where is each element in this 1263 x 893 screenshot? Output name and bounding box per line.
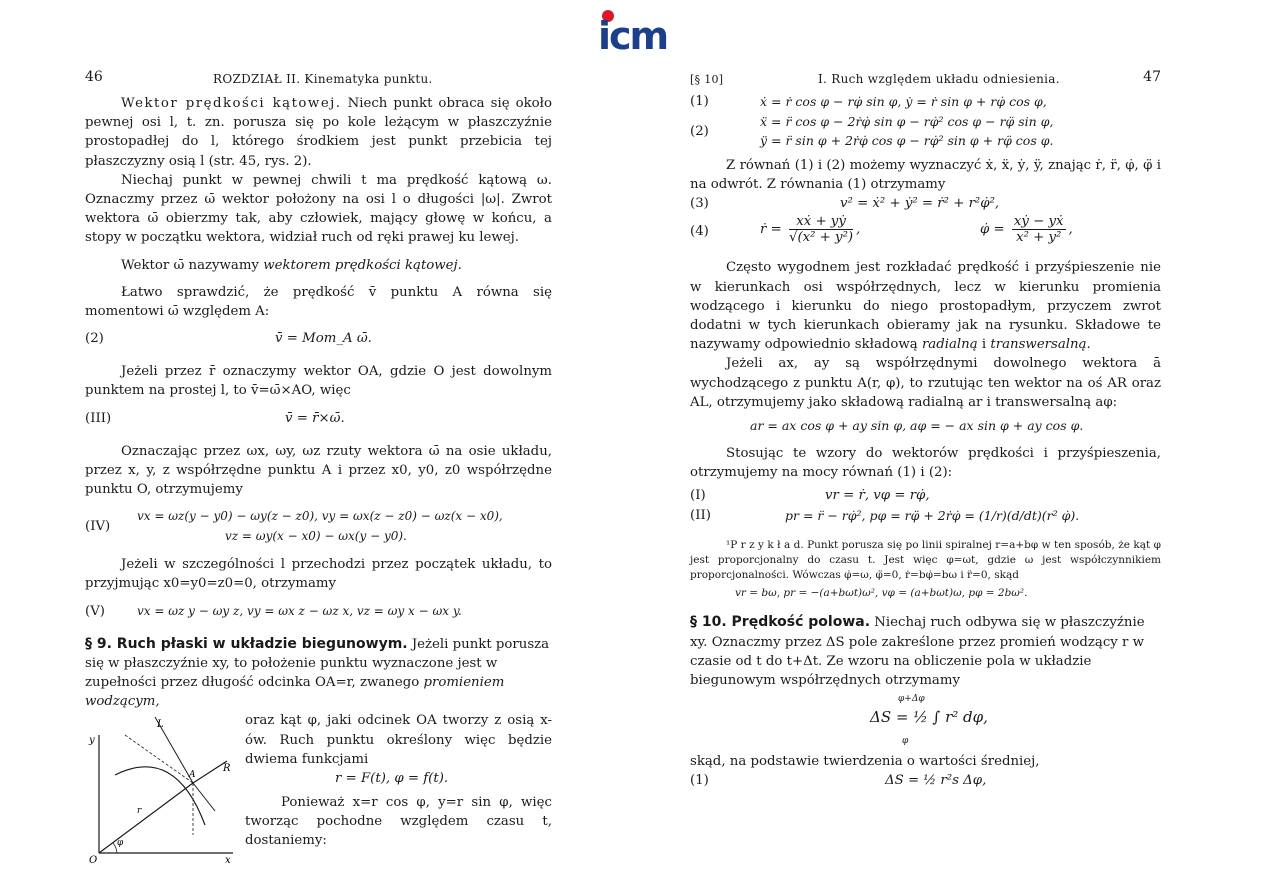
numerator: xẋ + yẏ [789,214,853,230]
equation-body: v̄ = Mom_A ω̄. [275,331,372,347]
equation-label: (1) [690,773,709,789]
text: Wektor ω̄ nazywamy [121,257,259,273]
polar-coordinates-figure [85,715,235,865]
equation-last [690,771,1161,791]
equation-body: vx = ωz(y − y0) − ωy(z − z0), vy = ωx(z − z0) − ωz(x − x0), [137,509,503,524]
example-note: ¹P r z y k ł a d. Punkt porusza się po linii spiralnej r=a+bφ w ten sposób, że kąt φ jest proporcjonalny do czasu t. Jest więc φ=ωt, gdzie ω jest współczynnikiem proporcjonalności. Wówczas φ̇=ω, φ̈=0, ṙ=bφ̇=bω i r̈=0, skąd [690,539,1161,582]
text: Jeżeli punkt porusza się w płaszczyźnie xy, to położenie punktu wyznaczone jest w zupełności przez długość odcinka OA=r, zwanego [85,636,550,691]
denominator: x² + y² [1016,230,1062,246]
right-running-title: I. Ruch względem układu odniesienia. [818,72,1060,86]
equation-body: ẍ = r̈ cos φ − 2ṙφ̇ sin φ − rφ̇² cos φ − rφ̈ sin φ, [760,114,1054,129]
italic-term: transwersalną. [990,337,1091,353]
equation-label: (I) [690,488,706,504]
equation-V [85,602,552,622]
equation-body: ẋ = ṙ cos φ − rφ̇ sin φ, ẏ = ṙ sin φ + rφ̇ cos φ, [760,94,1047,109]
equation-2-right [690,112,1161,152]
paragraph: Z równań (1) i (2) możemy wyznaczyć ẋ, ẍ, ẏ, ÿ, znając ṙ, r̈, φ̇, φ̈ i na odwrót. Z równania (1) otrzymamy [690,158,1161,193]
equation-body: v̄ = r̄×ω̄. [285,410,345,426]
equation-label: (2) [85,331,104,347]
equation-label: (1) [690,94,709,109]
equation-1 [690,92,1161,112]
equation-body: ΔS = ½ ∫ r² dφ, [870,708,988,727]
paragraph [690,258,1161,354]
integral-upper-limit: φ+Δφ [898,694,925,705]
equation-body: ṙ = $\frac{\text{xẋ + yẏ}}{\text{√(x² + y²)}}$ , [760,214,861,246]
example-equation [690,583,1161,605]
logo-text: icm [598,14,668,58]
equation-body: v² = ẋ² + ẏ² = ṙ² + r²φ̇², [840,196,1000,212]
left-page-number: 46 [85,69,103,85]
equation-label: (4) [690,224,709,240]
fig-label-y: y [89,735,95,747]
right-page-number: 47 [1143,69,1161,85]
integral-lower-limit: φ [902,736,909,747]
lhs: φ̇ = [980,222,1005,238]
equation-label: (II) [690,508,711,524]
equation-body: pr = r̈ − rφ̇², pφ = rφ̈ + 2ṙφ̇ = (1/r)(d/dt)(r² φ̇). [785,508,1080,524]
equation-3 [690,194,1161,214]
paragraph: skąd, na podstawie twierdzenia o wartości średniej, [690,754,1040,770]
equation-label: (III) [85,410,112,426]
fig-label-x: x [225,855,231,866]
paragraph: Jeżeli ax, ay są współrzędnymi dowolnego wektora ā wychodzącego z punktu A(r, φ), to rzutując ten wektor na oś AR oraz AL, otrzymujemy jako składową radialną ar i transwersalną aφ: [690,356,1161,410]
section-title: § 9. Ruch płaski w układzie biegunowym. [85,635,408,652]
fig-label-O: O [89,855,98,866]
paragraph: Łatwo sprawdzić, że prędkość v̄ punktu A równa się momentowi ω̄ względem A: [85,284,552,320]
fig-label-R: R [223,763,231,775]
icm-logo [598,10,676,58]
paragraph: Niechaj punkt w pewnej chwili t ma prędkość kątową ω. Oznaczmy przez ω̄ wektor położony na osi l o długości |ω|. Zwrot wektora ω̄ obierzmy tak, aby człowiek, mający głowę w końcu, a stopy w początku wektora, widział ruch od ręki prawej ku lewej. [85,172,552,246]
paragraph-definition [85,256,552,275]
fig-label-A: A [189,770,196,781]
left-page [85,60,552,866]
paragraph: Stosując te wzory do wektorów prędkości i przyśpieszenia, otrzymujemy na mocy równań (1) i (2): [690,446,1161,481]
lhs: ṙ = [760,222,782,238]
paragraph-angular-velocity [85,94,552,171]
right-page [690,60,1161,791]
equation-label: (2) [690,124,709,139]
italic-term: promieniem wodzącym, [85,675,505,710]
text: Często wygodnem jest rozkładać prędkość i przyśpieszenie nie w kierunkach osi współrzędnych, lecz w kierunku promienia wodzącego i kierunku do niego prostopadłym, przyczem zwrot dodatni w tych kierunkach obieramy jak na rysunku. Składowe te nazywamy odpowiednio składową [690,260,1161,353]
right-running-head [690,60,1161,86]
left-running-title: ROZDZIAŁ II. Kinematyka punktu. [213,72,433,86]
equation-body: vr = bω, pr = −(a+bωt)ω², vφ = (a+bωt)ω, pφ = 2bω². [735,587,1028,600]
italic-term: radialną [921,337,978,353]
fraction [1012,214,1066,245]
denominator: √(x² + y²) [788,230,854,246]
equation-body: vx = ωz y − ωy z, vy = ωx z − ωz x, vz = ωy x − ωx y. [137,603,462,618]
equation-functions [245,769,552,789]
fig-label-L: L [157,719,164,731]
equation-IV [85,507,552,547]
equation-4 [690,214,1161,250]
text: Niech punkt obraca się około pewnej osi l, t. zn. porusza się po kole leżącym w płaszczyźnie prostopadłej do l, którego środkiem jest punkt przebicia tej płaszczyzny osią l (str. 45, rys. 2). [85,96,552,169]
equation-I [690,486,1161,506]
equation-label: (IV) [85,519,111,535]
section-reference: [§ 10] [690,73,724,86]
fraction [789,214,853,245]
equation-III [85,409,552,429]
numerator: xẏ − yẋ [1013,214,1064,230]
paragraph-wrapped: oraz kąt φ, jaki odcinek OA tworzy z osią x-ów. Ruch punktu określony więc będzie dwiema funkcjami [245,713,552,767]
paragraph: Oznaczając przez ωx, ωy, ωz rzuty wektora ω̄ na osie układu, przez x, y, z współrzędne punktu A i przez x0, y0, z0 współrzędne punktu O, otrzymujemy [85,443,552,498]
equation-body: ΔS = ½ r²s Δφ, [885,773,987,789]
equation-body: ar = ax cos φ + ay sin φ, aφ = − ax sin φ + ay cos φ. [750,418,1084,434]
section-title: § 10. Prędkość polowa. [690,614,871,631]
equation-body: vz = ωy(x − x0) − ωx(y − y0). [225,529,407,544]
fig-label-r: r [137,806,142,817]
paragraph: Jeżeli przez r̄ oznaczymy wektor OA, gdzie O jest dowolnym punktem na prostej l, to v̄=ω̄×AO, więc [85,364,552,399]
paragraph-wrapped: Ponieważ x=r cos φ, y=r sin φ, więc tworząc pochodne względem czasu t, dostaniemy: [245,795,552,849]
equation-body: r = F(t), φ = f(t). [335,771,449,787]
italic-term: wektorem prędkości kątowej. [263,257,462,273]
paragraph: Jeżeli w szczególności l przechodzi przez początek układu, to przyjmując x0=y0=z0=0, otrzymamy [85,557,552,592]
equation-integral [690,690,1161,747]
text: Niechaj ruch odbywa się w płaszczyźnie xy. Oznaczmy przez ΔS pole zakreślone przez promień wodzący r w czasie od t do t+Δt. Ze wzoru na obliczenie pola w układzie biegunowym współrzędnych otrzymamy [690,615,1145,689]
equation-2 [85,329,552,349]
text: i [981,337,987,353]
left-running-head [85,60,552,86]
equation-body: φ̇ = $\frac{\text{xẏ − yẋ}}{\text{x² + y²}}$ , [980,214,1073,246]
equation-II [690,506,1161,532]
equation-body: ÿ = r̈ sin φ + 2ṙφ̇ cos φ − rφ̇² sin φ + rφ̈ cos φ. [760,133,1054,148]
term-angular-velocity: Wektor prędkości kątowej. [121,96,342,111]
equation-components [690,416,1161,436]
equation-label: (V) [85,603,105,619]
equation-body: vr = ṙ, vφ = rφ̇, [825,488,930,504]
equation-label: (3) [690,196,709,212]
fig-label-phi: φ [117,838,124,849]
